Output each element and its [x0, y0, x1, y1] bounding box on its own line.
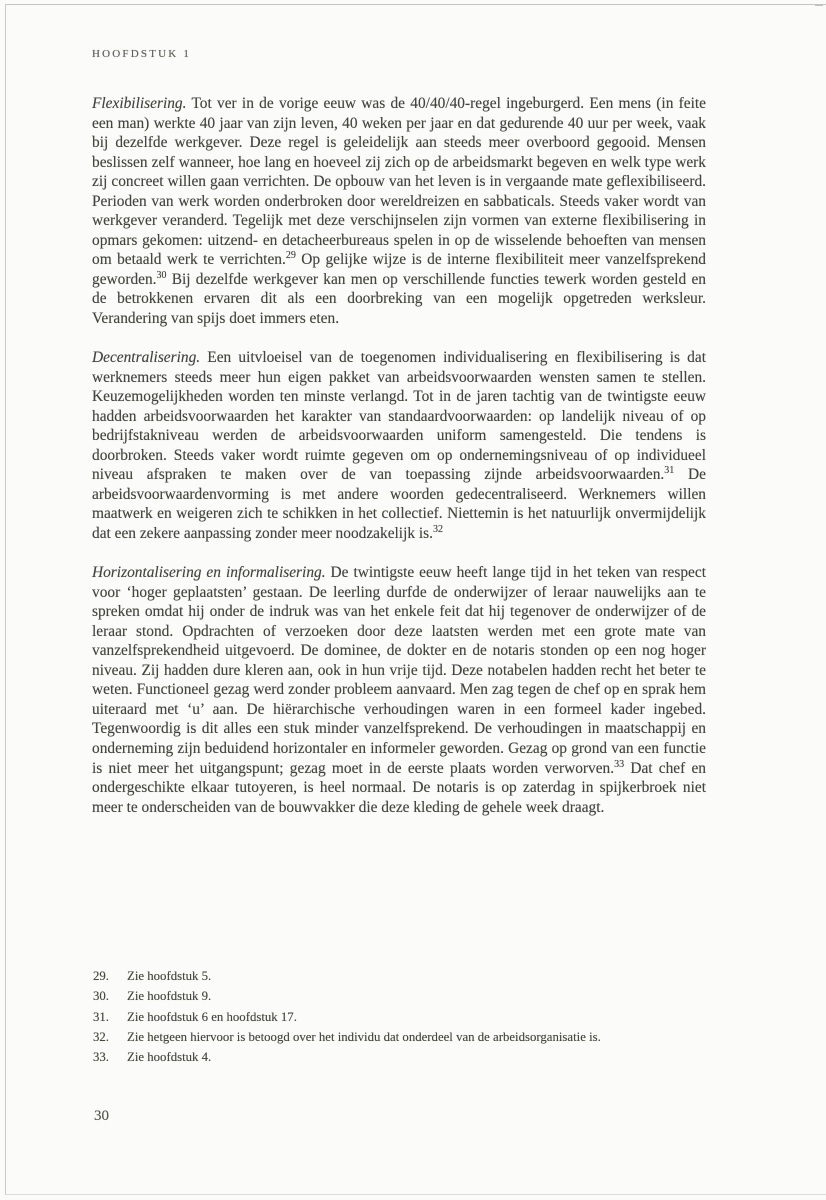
paragraph-lead: Decentralisering.: [92, 349, 201, 367]
footnote-text: Zie hoofdstuk 4.: [127, 1050, 212, 1065]
footnote-number: 31.: [93, 1009, 109, 1024]
footnote-text: Zie hetgeen hiervoor is betoogd over het individu dat onderdeel van de arbeidsorganisatie is.: [127, 1029, 601, 1044]
footnote-text: Zie hoofdstuk 5.: [127, 969, 212, 983]
footnote-number: 32.: [93, 1029, 109, 1044]
footnote-row: [93, 986, 713, 1006]
paragraph-text: Op gelijke wijze is de interne flexibiliteit meer vanzelfsprekend geworden.: [92, 251, 706, 288]
chapter-header: HOOFDSTUK 1: [92, 48, 192, 60]
paragraph-lead: Horizontalisering en informalisering.: [92, 564, 326, 582]
footnote-reference: 32: [433, 523, 444, 535]
footnote-number: 30.: [93, 989, 109, 1004]
footnote-text: Zie hoofdstuk 6 en hoofdstuk 17.: [127, 1009, 297, 1024]
paragraph-text: Dat chef en ondergeschikte elkaar tutoyeren, is heel normaal. De notaris is op zaterdag in spijkerbroek niet meer te onderscheiden van de bouwvakker die deze kleding de gehele week draagt.: [92, 759, 707, 816]
footnote-reference: 29: [285, 250, 296, 262]
footnote-row: [93, 966, 713, 986]
footnotes-section: [93, 966, 713, 1067]
body-text: [92, 94, 706, 817]
paragraph: [92, 94, 706, 329]
footnote-reference: 31: [664, 465, 675, 477]
footnote-reference: 33: [614, 758, 625, 770]
scan-corner-mark: [815, 4, 823, 6]
paragraph: [92, 563, 706, 817]
paragraph-text: De arbeidsvoorwaardenvorming is met andere woorden gedecentraliseerd. Werknemers willen maatwerk en weigeren zich te schikken in het collectief. Niettemin is het natuurlijk onvermijdelijk dat een zekere aanpassing zonder meer noodzakelijk is.: [92, 466, 707, 542]
footnote-number: 33.: [93, 1050, 109, 1065]
paragraph-text: Bij dezelfde werkgever kan men op verschillende functies tewerk worden gesteld en de betrokkenen ervaren dit als een doorbreking van een mogelijk opgetreden werksleur. Verandering van spijs doet immers eten.: [92, 270, 706, 328]
footnote-row: [93, 1007, 713, 1027]
page-number: 30: [94, 1108, 109, 1124]
paragraph: [92, 348, 706, 543]
footnote-row: [93, 1027, 713, 1047]
footnote-row: [93, 1047, 713, 1067]
paragraph-lead: Flexibilisering.: [92, 95, 187, 112]
paragraph-text: De twintigste eeuw heeft lange tijd in het teken van respect voor ‘hoger geplaatsten’ gestaan. De leerling durfde de onderwijzer of leraar nauwelijks aan te spreken omdat hij onder de indruk was van het enkele feit dat hij tegenover de onderwijzer of de leraar stond. Opdrachten of verzoeken door deze laatsten werden met een grote mate van vanzelfsprekendheid uitgevoerd. De dominee, de dokter en de notaris stonden op een nog hoger niveau. Zij hadden dure kleren aan, ook in hun vrije tijd. Deze notabelen hadden recht het beter te weten. Functioneel gezag werd zonder probleem aanvaard. Men zag tegen de chef op en sprak hem uiteraard met ‘u’ aan. De hiërarchische verhoudingen waren in een formeel kader ingebed. Tegenwoordig is dit alles een stuk minder vanzelfsprekend. De verhoudingen in maatschappij en onderneming zijn beduidend horizontaler en informeler geworden. Gezag op grond van een functie is niet meer het uitgangspunt; gezag moet in de eerste plaats worden verworven.: [92, 564, 706, 777]
footnote-text: Zie hoofdstuk 9.: [127, 989, 212, 1004]
paragraph-text: Tot ver in de vorige eeuw was de 40/40/40-regel ingeburgerd. Een mens (in feite een man) werkte 40 jaar van zijn leven, 40 weken per jaar en dat gedurende 40 uur per week, vaak bij dezelfde werkgever. Deze regel is geleidelijk aan steeds meer overboord gegooid. Mensen beslissen zelf wanneer, hoe lang en hoeveel zij zich op de arbeidsmarkt begeven en welk type werk zij concreet willen gaan verrichten. De opbouw van het leven is in vergaande mate geflexibiliseerd. Perioden van werk worden onderbroken door wereldreizen en sabbaticals. Steeds vaker wordt van werkgever veranderd. Tegelijk met deze verschijnselen zijn vormen van externe flexibilisering in opmars gekomen: uitzend- en detacheerbureaus spelen in op de wisselende behoeften van mensen om betaald werk te verrichten.: [92, 95, 706, 269]
paragraph-text: Een uitvloeisel van de toegenomen individualisering en flexibilisering is dat werknemers steeds meer hun eigen pakket van arbeidsvoorwaarden wensten samen te stellen. Keuzemogelijkheden worden ten minste verlangd. Tot in de jaren tachtig van de twintigste eeuw hadden arbeidsvoorwaarden het karakter van standaardvoorwaarden: op landelijk niveau of op bedrijfstakniveau werden de arbeidsvoorwaarden uniform samengesteld. Die tendens is doorbroken. Steeds vaker wordt ruimte gegeven om op ondernemingsniveau of op individueel niveau afspraken te maken over de van toepassing zijnde arbeidsvoorwaarden.: [92, 349, 706, 484]
footnote-reference: 30: [156, 269, 167, 281]
footnote-number: 29.: [93, 969, 109, 983]
